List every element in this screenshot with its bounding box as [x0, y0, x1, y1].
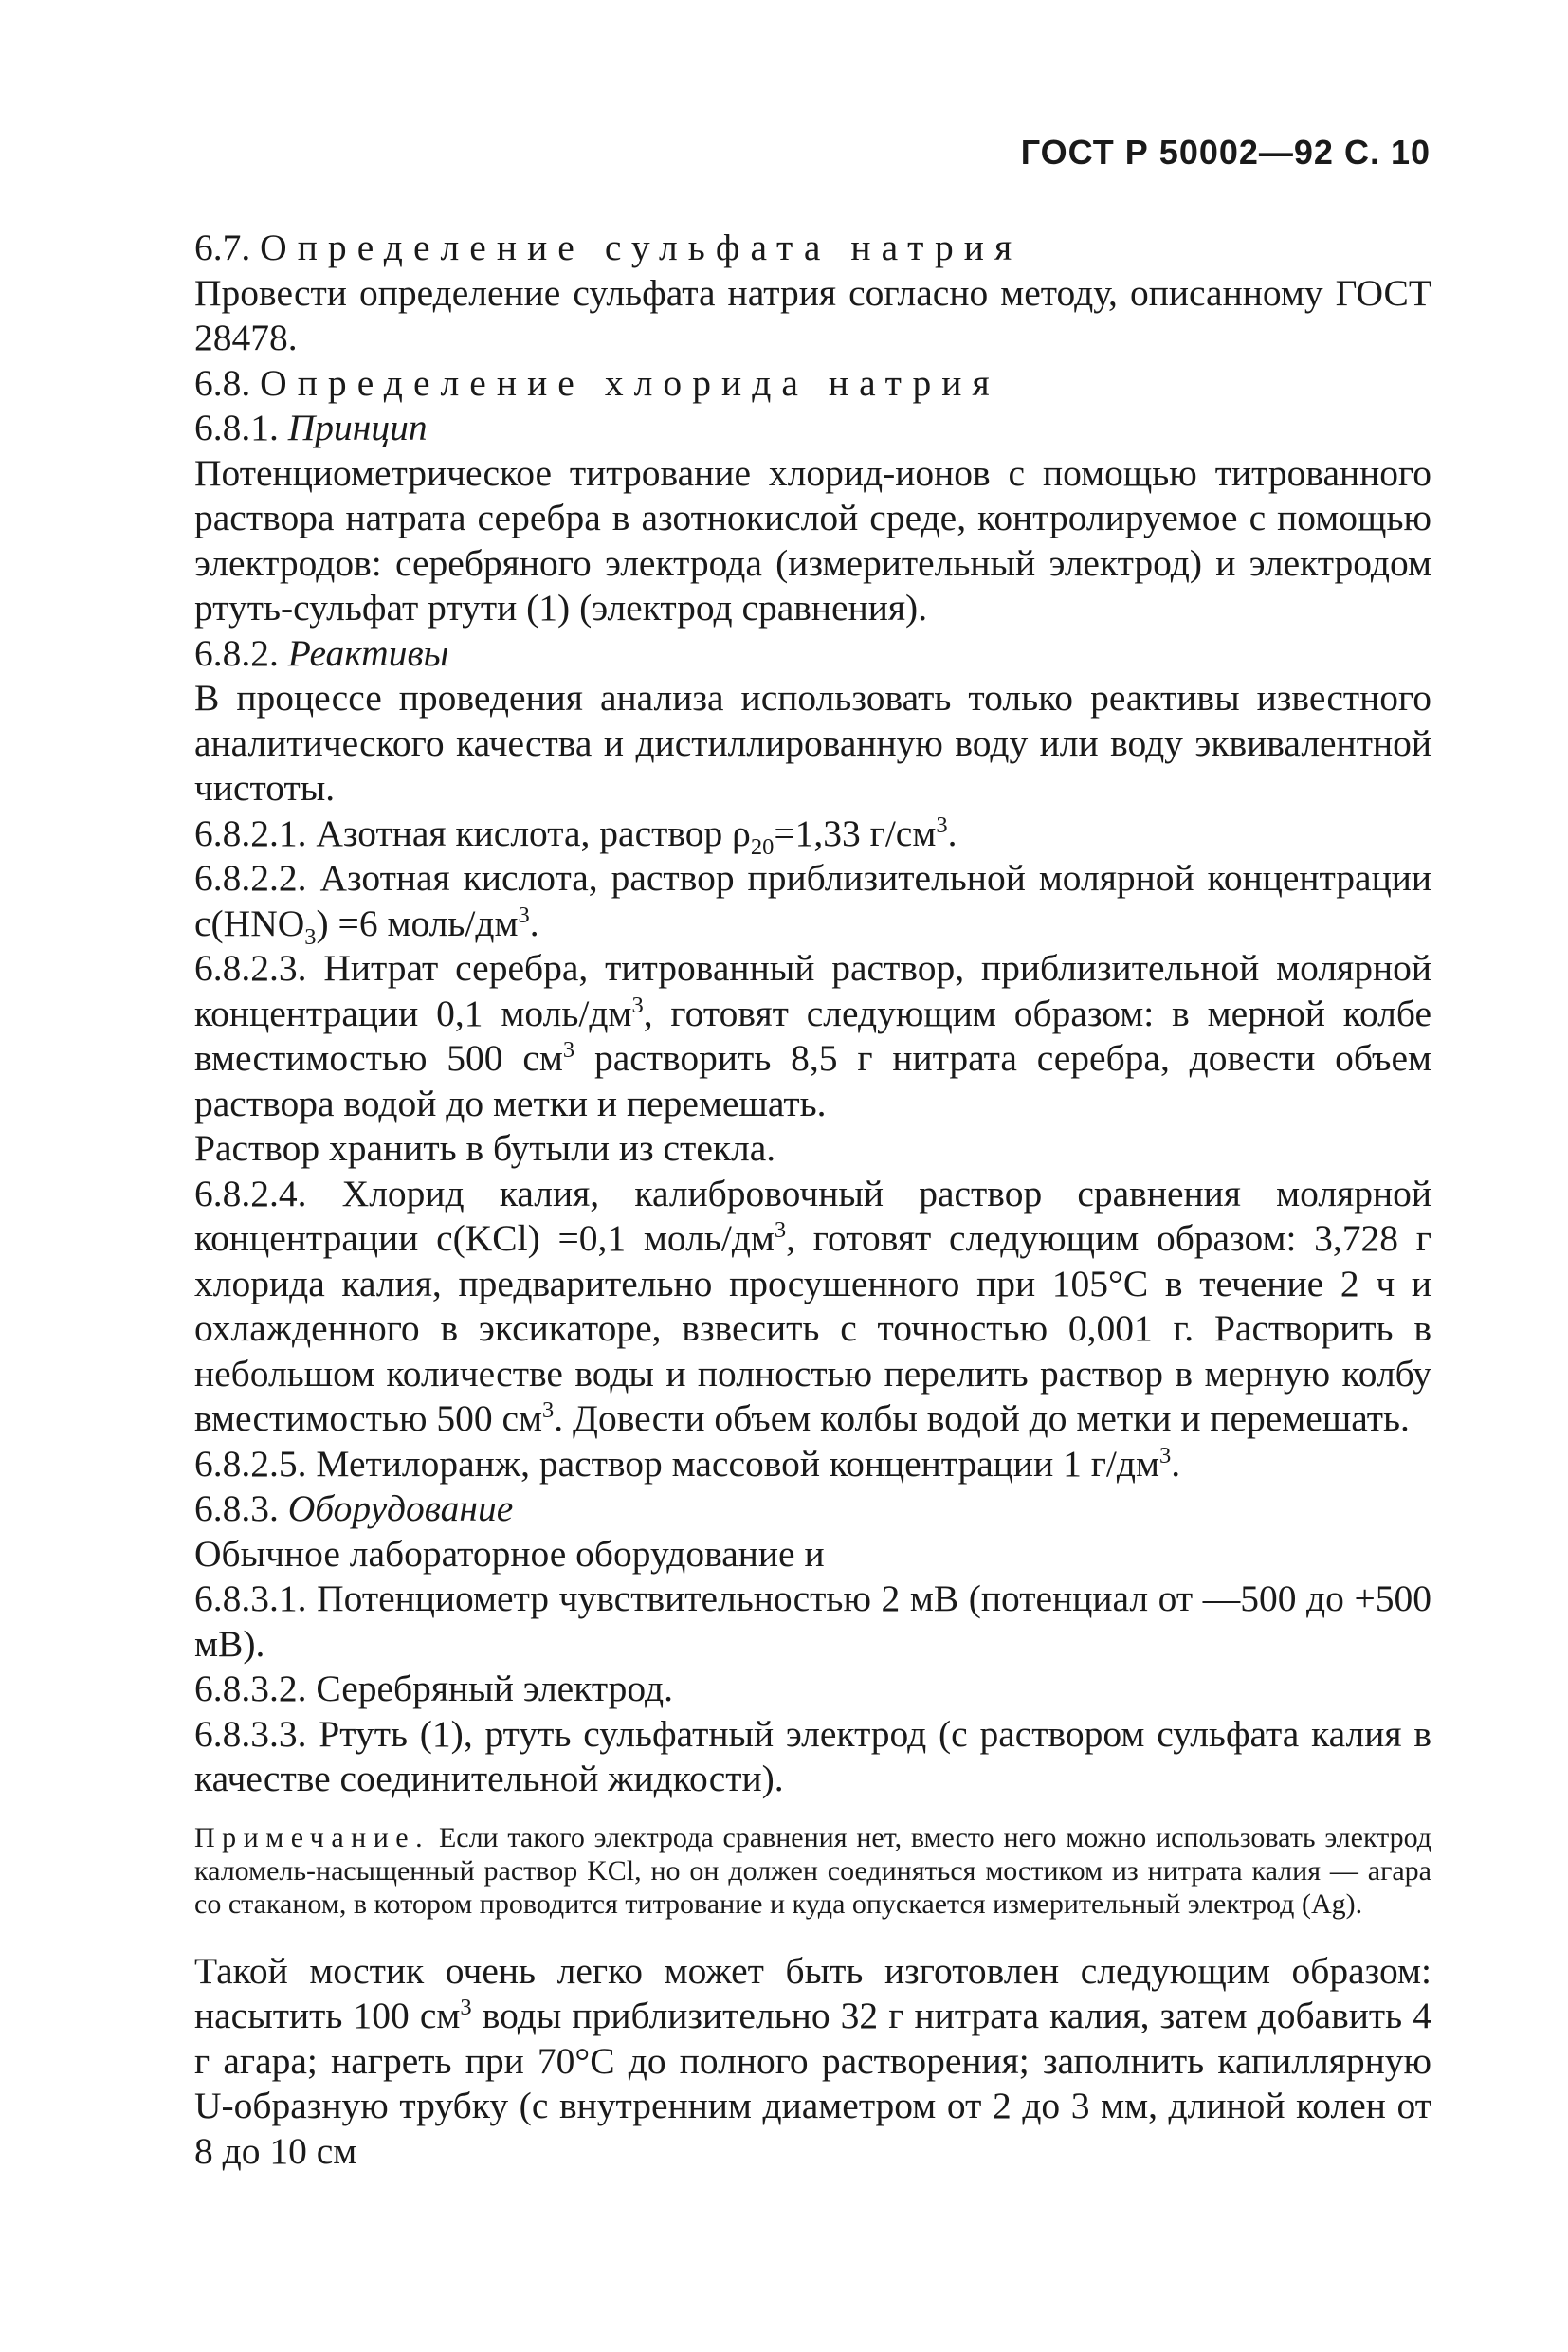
item-text: 6.8.2.3. Нитрат серебра, титрованный раствор, приблизительной молярной концентрации 0,1 моль/дм	[194, 947, 1431, 1034]
superscript: 3	[774, 1216, 787, 1243]
note-body: Если такого электрода сравнения нет, вместо него можно использовать электрод каломель-насыщенный раствор KCl, но он должен соединяться мостиком из нитрата калия — агара со стаканом, в котором проводится титрование и куда опускается измерительный электрод (Ag).	[194, 1821, 1432, 1920]
superscript: 3	[631, 992, 644, 1018]
section-number: 6.7.	[194, 227, 251, 268]
item-text: . Довести объем колбы водой до метки и перемешать.	[554, 1397, 1410, 1439]
section-number: 6.8.2.	[194, 631, 279, 674]
section-title: Определение хлорида натрия	[260, 361, 1000, 404]
item-6-8-2-5	[194, 1442, 1431, 1487]
item-6-8-3-2: 6.8.3.2. Серебряный электрод.	[194, 1668, 673, 1709]
item-text: 6.8.2.4. Хлорид калия, калибровочный раствор сравнения молярной концентрации c(KCl) =0,1 моль/дм	[194, 1172, 1431, 1259]
section-6-8-heading	[194, 361, 1431, 407]
item-text: =1,33 г/см	[774, 811, 937, 854]
item-6-8-2-3	[194, 946, 1431, 1126]
section-6-8-3-body: Обычное лабораторное оборудование и	[194, 1532, 825, 1575]
item-text: 6.8.2.5. Метилоранж, раствор массовой концентрации 1 г/дм	[194, 1442, 1159, 1485]
section-6-8-1-heading	[194, 406, 1431, 451]
section-title: Принцип	[287, 407, 428, 448]
superscript: 3	[460, 1994, 472, 2020]
item-6-8-2-3-storage: Раствор хранить в бутыли из стекла.	[194, 1127, 776, 1169]
item-6-8-2-2	[194, 856, 1431, 950]
page-header: ГОСТ Р 50002—92 С. 10	[1020, 133, 1431, 172]
section-6-8-3-heading	[194, 1486, 1431, 1532]
section-title: Реактивы	[287, 631, 449, 674]
item-text: воды приблизительно 32 г нитрата калия, затем добавить 4 г агара; нагреть при 70°С до полного растворения; заполнить капиллярную U-образную трубку (с внутренним диаметром от 2 до 3 мм, длиной колен от 8 до 10 см	[194, 1995, 1431, 2172]
item-text: , готовят следующим образом: 3,728 г хлорида калия, предварительно просушенного при 105°С в течение 2 ч и охлажденного в эксикаторе, взвесить с точностью 0,001 г. Растворить в небольшом количестве воды и полностью перелить раствор в мерную колбу вместимостью 500 см	[194, 1217, 1431, 1439]
section-6-8-2-body: В процессе проведения анализа использовать только реактивы известного аналитического качества и дистиллированную воду или воду эквивалентной чистоты.	[194, 677, 1431, 809]
section-number: 6.8.	[194, 361, 251, 404]
superscript: 3	[518, 902, 530, 928]
superscript: 3	[1158, 1442, 1172, 1468]
note-label: Примечание.	[194, 1821, 430, 1853]
item-6-8-3-3: 6.8.3.3. Ртуть (1), ртуть сульфатный электрод (с раствором сульфата калия в качестве соединительной жидкости).	[194, 1712, 1431, 1799]
item-text: ) =6 моль/дм	[316, 902, 519, 944]
document-body	[194, 226, 1431, 2174]
item-text: .	[947, 811, 957, 854]
item-6-8-2-4	[194, 1172, 1431, 1442]
item-6-8-3-1: 6.8.3.1. Потенциометр чувствительностью 2 мВ (потенциал от —500 до +500 мВ).	[194, 1577, 1431, 1665]
item-text: Такой мостик очень легко может быть изготовлен следующим образом: насытить 100 см	[194, 1949, 1431, 2036]
section-6-8-2-heading	[194, 631, 1431, 677]
superscript: 3	[542, 1396, 555, 1423]
item-6-8-2-1	[194, 811, 1431, 860]
item-text: 6.8.2.2. Азотная кислота, раствор приблизительной молярной концентрации c(HNO	[194, 857, 1431, 944]
superscript: 3	[936, 811, 948, 838]
section-number: 6.8.3.	[194, 1487, 279, 1529]
bridge-paragraph	[194, 1949, 1431, 2175]
subscript: 20	[750, 833, 775, 860]
section-title: Определение сульфата натрия	[260, 227, 1023, 268]
subscript: 3	[304, 923, 317, 950]
section-title: Оборудование	[287, 1487, 514, 1529]
section-number: 6.8.1.	[194, 407, 279, 448]
note	[194, 1821, 1431, 1921]
section-6-7-heading	[194, 226, 1431, 271]
item-text: .	[529, 902, 539, 944]
superscript: 3	[562, 1036, 575, 1063]
item-text: 6.8.2.1. Азотная кислота, раствор ρ	[194, 811, 751, 854]
section-6-8-1-body: Потенциометрическое титрование хлорид-ионов с помощью титрованного раствора натрата серебра в азотнокислой среде, контролируемое с помощью электродов: серебряного электрода (измерительный электрод) и электродом ртуть-сульфат ртути (1) (электрод сравнения).	[194, 451, 1431, 629]
item-text: растворить 8,5 г нитрата серебра, довести объем раствора водой до метки и перемешать.	[194, 1037, 1431, 1124]
item-text: , готовят следующим образом: в мерной колбе вместимостью 500 см	[194, 992, 1432, 1079]
section-6-7-body: Провести определение сульфата натрия согласно методу, описанному ГОСТ 28478.	[194, 271, 1431, 358]
item-text: .	[1171, 1442, 1181, 1485]
